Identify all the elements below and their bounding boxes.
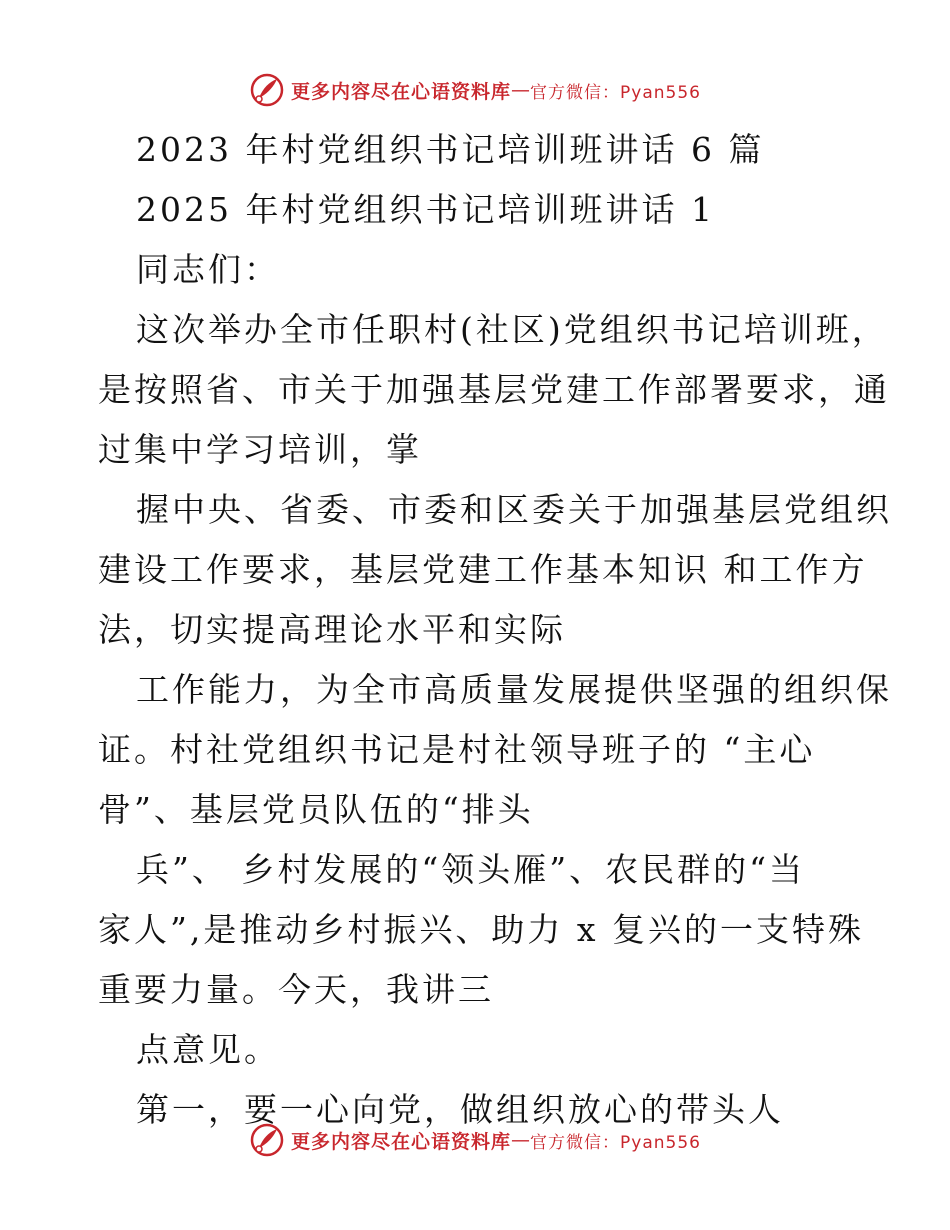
doc-line: 工作能力，为全市高质量发展提供坚强的组织保: [136, 670, 892, 709]
doc-line: 法，切实提高理论水平和实际: [98, 610, 566, 649]
doc-line: 是按照省、市关于加强基层党建工作部署要求，通: [98, 370, 890, 409]
footer-watermark: [0, 1120, 950, 1160]
watermark-wechat-text: 官方微信：Pyan556: [530, 1132, 701, 1153]
doc-line: 建设工作要求，基层党建工作基本知识 和工作方: [98, 550, 868, 589]
quill-logo-icon: [249, 1122, 285, 1158]
document-body: [98, 120, 892, 1140]
quill-logo-icon: [249, 72, 285, 108]
doc-line: 兵”、 乡村发展的“领头雁”、农民群的“当: [136, 850, 805, 889]
doc-line: 骨”、基层党员队伍的“排头: [98, 790, 534, 829]
doc-section-heading: 第一，要一心向党，做组织放心的带头人: [136, 1090, 784, 1129]
header-watermark: [0, 70, 950, 110]
doc-line: 重要力量。今天，我讲三: [98, 970, 494, 1009]
doc-line: 点意见。: [136, 1030, 280, 1069]
doc-line: 证。村社党组织书记是村社领导班子的 “主心: [98, 730, 816, 769]
watermark-dash: —: [511, 79, 531, 101]
doc-subtitle-line: 2025 年村党组织书记培训班讲话 1: [136, 190, 715, 229]
doc-line: 过集中学习培训，掌: [98, 430, 422, 469]
doc-line: 同志们：: [136, 250, 280, 289]
watermark-wechat-text: 官方微信：Pyan556: [530, 82, 701, 103]
doc-line: 这次举办全市任职村(社区)党组织书记培训班，: [136, 310, 888, 349]
watermark-main-text: 更多内容尽在心语资料库: [291, 80, 512, 103]
doc-title-line: 2023 年村党组织书记培训班讲话 6 篇: [136, 130, 765, 169]
doc-line: 握中央、省委、市委和区委关于加强基层党组织: [136, 490, 892, 529]
watermark-main-text: 更多内容尽在心语资料库: [291, 1130, 512, 1153]
watermark-dash: —: [511, 1129, 531, 1151]
doc-line: 家人”,是推动乡村振兴、助力 x 复兴的一支特殊: [98, 910, 864, 949]
